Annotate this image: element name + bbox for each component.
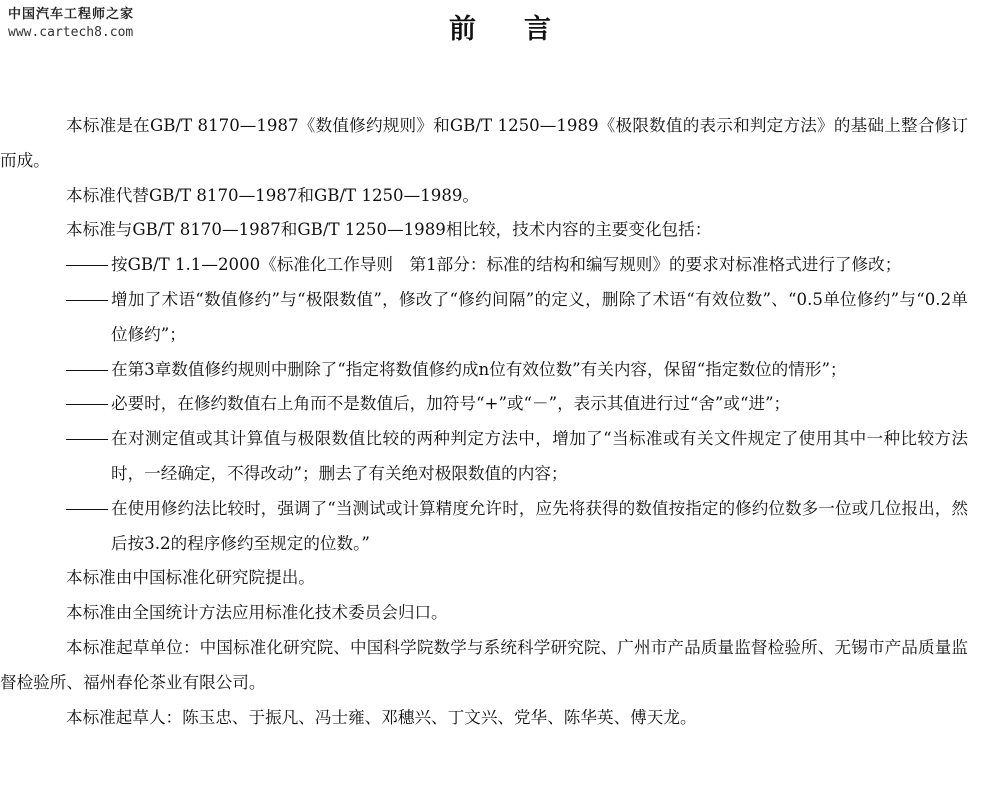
list-item [0, 248, 1000, 283]
watermark-site-name: 中国汽车工程师之家 [8, 7, 135, 22]
paragraph-basis: 本标准是在GB/T 8170—1987《数值修约规则》和GB/T 1250—1989《极限数值的表示和判定方法》的基础上整合修订而成。 [0, 116, 968, 170]
list-item-text: 在对测定值或其计算值与极限数值比较的两种判定方法中，增加了“当标准或有关文件规定了使用其中一种比较方法时，一经确定，不得改动”；删去了有关绝对极限数值的内容； [111, 429, 968, 483]
paragraph-drafters: 本标准起草人：陈玉忠、于振凡、冯士雍、邓穗兴、丁文兴、党华、陈华英、傅天龙。 [66, 707, 697, 727]
page-title: 前言 [449, 14, 599, 45]
paragraph-replaces: 本标准代替GB/T 8170—1987和GB/T 1250—1989。 [66, 185, 480, 205]
em-dash-marker [0, 353, 111, 388]
em-dash-marker [0, 387, 111, 422]
list-item-text: 增加了术语“数值修约”与“极限数值”，修改了“修约间隔”的定义，删除了术语“有效位数”、“0.5单位修约”与“0.2单位修约”； [111, 289, 968, 344]
list-item [0, 353, 1000, 388]
list-item [0, 422, 1000, 492]
list-item [0, 283, 1000, 353]
list-item [0, 387, 1000, 422]
paragraph-changes-intro: 本标准与GB/T 8170—1987和GB/T 1250—1989相比较，技术内容的主要变化包括： [66, 220, 712, 240]
list-item-text: 在第3章数值修约规则中删除了“指定将数值修约成n位有效位数”有关内容，保留“指定数位的情形”； [111, 359, 847, 379]
em-dash-marker [0, 492, 111, 562]
paragraph-drafting-units: 本标准起草单位：中国标准化研究院、中国科学院数学与系统科学研究院、广州市产品质量监督检验所、无锡市产品质量监督检验所、福州春伦茶业有限公司。 [0, 637, 968, 692]
list-item-text: 按GB/T 1.1—2000《标准化工作导则 第1部分：标准的结构和编写规则》的要求对标准格式进行了修改； [111, 255, 902, 275]
paragraph-committee: 本标准由全国统计方法应用标准化技术委员会归口。 [66, 603, 448, 623]
em-dash-marker [0, 422, 111, 492]
list-item-text: 在使用修约法比较时，强调了“当测试或计算精度允许时，应先将获得的数值按指定的修约位数多一位或几位报出，然后按3.2的程序修约至规定的位数。” [111, 498, 968, 553]
em-dash-marker [0, 248, 111, 283]
em-dash-marker [0, 283, 111, 353]
document-body [0, 109, 1000, 735]
paragraph-proposer: 本标准由中国标准化研究院提出。 [66, 568, 315, 588]
list-item [0, 492, 1000, 562]
watermark-site-url: www.cartech8.com [8, 25, 134, 40]
list-item-text: 必要时，在修约数值右上角而不是数值后，加符号“+”或“－”，表示其值进行过“舍”或“进”； [111, 394, 791, 414]
